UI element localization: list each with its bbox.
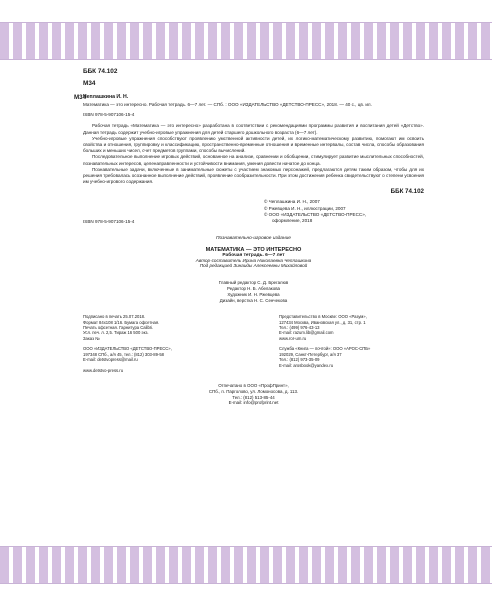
distribution-line: www.ror-um.ru	[279, 335, 307, 341]
book-compiler: Автор-составитель Ирина Николаевна Чеплашкина	[195, 258, 312, 264]
distribution-line: 127434 Москва, Ивановская ул., д. 31, стр. 1	[279, 319, 366, 325]
staff-line: Редактор Н. Б. Абелакова	[227, 286, 280, 292]
annotation-paragraph: Последовательное выполнение игровых действий, основанное на анализе, сравнении и обобщении, стимулирует развитие мыслительных способностей, познавательных интересов, целенаправленности и устойчивости внимания, умения довести начатое до конца.	[83, 154, 424, 166]
print-detail-line: Печать офсетная. Гарнитура Calibri.	[83, 325, 154, 331]
isbn-bottom: ISBN 978-5-907106-15-4	[83, 219, 135, 225]
catalog-isbn: ISBN 978-5-907106-15-4	[83, 112, 135, 118]
edition-type: Познавательно-игровое издание	[216, 236, 291, 242]
mail-order-line: Тел.: (812) 973-35-09	[279, 357, 320, 363]
print-detail-line: Формат 84х108 1/16. Бумага офсетная.	[83, 319, 160, 325]
book-subtitle: Рабочая тетрадь. 6—7 лет	[222, 253, 285, 259]
mail-order-line: 192029, Санкт-Петербург, а/я 37	[279, 351, 342, 357]
book-editor: Под редакцией Зинаиды Алексеевны Михайловой	[199, 263, 308, 269]
printer-info	[83, 383, 424, 406]
printer-line: СПб., п. Парголово, ул. Ломоносова, д. 113.	[208, 388, 299, 394]
catalog-record	[74, 94, 424, 118]
distribution-line: Представительство в Москве: ООО «Разум»,	[279, 314, 367, 320]
catalog-author: Чеплашкина И. Н.	[83, 94, 129, 100]
staff-line: Художник И. Н. Ржевцева	[227, 292, 280, 298]
annotation-paragraph: Познавательные задачи, включенные в занимательные сюжеты с участием знакомых персонажей, предлагаются детям таким образом, чтобы для их решения требовалась осознанное выполнение действий, проявление сообразительности. При этом достижения ребенка свидетельствуют о степени усвоения им учебно-игрового содержания.	[83, 166, 424, 185]
imprint-footer	[83, 314, 424, 373]
publisher-website: www.detstvo-press.ru	[83, 367, 124, 373]
bbk-code-header: ББК 74.102	[83, 68, 118, 75]
annotation-paragraph: Рабочая тетрадь «Математика — это интересно» разработана в соответствии с рекомендациями программы развития и воспитания детей «Детство». Данная тетрадь содержит учебно-игровые упражнения для детей старшего дошкольного возраста (6—7 лет).	[83, 123, 424, 135]
staff-list	[83, 280, 424, 304]
annotation	[83, 123, 424, 185]
staff-line: Главный редактор С. Д. Брегалюв	[218, 280, 289, 286]
publisher-line: ООО «ИЗДАТЕЛЬСТВО «ДЕТСТВО-ПРЕСС»,	[83, 346, 172, 352]
publisher-email: E-mail: detstvopress@mail.ru	[83, 357, 138, 363]
printer-line: Тел.: (812) 513-85-44	[232, 394, 275, 400]
print-detail-line: Подписано в печать 25.07.2018.	[83, 314, 146, 320]
book-title: МАТЕМАТИКА — ЭТО ИНТЕРЕСНО	[205, 247, 302, 254]
copyright-block	[264, 199, 424, 224]
decorative-stripe-band-top	[0, 22, 492, 60]
mail-order-line: Служба «Книга — почтой»: ООО «АРОС-СПБ»	[279, 346, 371, 352]
print-details	[83, 314, 233, 373]
printer-line: Отпечатано в ООО «ПрофПринт»,	[218, 382, 289, 388]
copyright-line: © Чеплашкина И. Н., 2007	[264, 199, 320, 205]
decorative-stripe-band-bottom	[0, 546, 492, 584]
catalog-description: Математика — это интересно. Рабочая тетрадь. 6—7 лет. — СПб. : ООО «ИЗДАТЕЛЬСТВО «ДЕТСТВО-ПРЕСС», 2018. — 40 с., цв. ил.	[83, 102, 372, 107]
copyright-section	[83, 199, 424, 224]
imprint-page	[74, 68, 424, 406]
copyright-line: © ООО «ИЗДАТЕЛЬСТВО «ДЕТСТВО-ПРЕСС»,	[264, 211, 367, 217]
bbk-code-right: ББК 74.102	[390, 188, 424, 196]
distribution-line: Тел.: (499) 976-43-13	[279, 325, 320, 331]
mail-order-line: E-mail: arosbook@yandex.ru	[279, 362, 334, 368]
distribution-line: E-mail: razum.lib@gmail.com	[279, 330, 334, 336]
print-detail-line: Заказ №	[83, 335, 100, 341]
copyright-line: оформление, 2018	[272, 218, 313, 224]
staff-line: Дизайн, верстка Н. С. Сенчекова	[219, 298, 288, 304]
distribution-details	[279, 314, 424, 373]
printer-line: E-mail: info@profprint.net	[228, 400, 279, 406]
udc-code-header: М34	[83, 80, 96, 87]
annotation-paragraph: Учебно-игровые упражнения способствуют проявлению умственной активности детей, их логико-математическому развитию, помогают им освоить свойства и отношения, группировку и классификацию, пространственно-временные отношения и временные интервалы, состав числа, способы образования больших и меньших чисел, счет предметов группами, способы вычислений.	[83, 135, 424, 154]
catalog-code: М34	[74, 94, 87, 101]
copyright-line: © Ржевцева И. Н., иллюстрации, 2007	[264, 205, 346, 211]
print-detail-line: Усл. печ. л. 2,5. Тираж 16 500 экз.	[83, 330, 149, 336]
publisher-line: 197348 СПб., а/я 45, тел.: (812) 303-89-58	[83, 351, 164, 357]
